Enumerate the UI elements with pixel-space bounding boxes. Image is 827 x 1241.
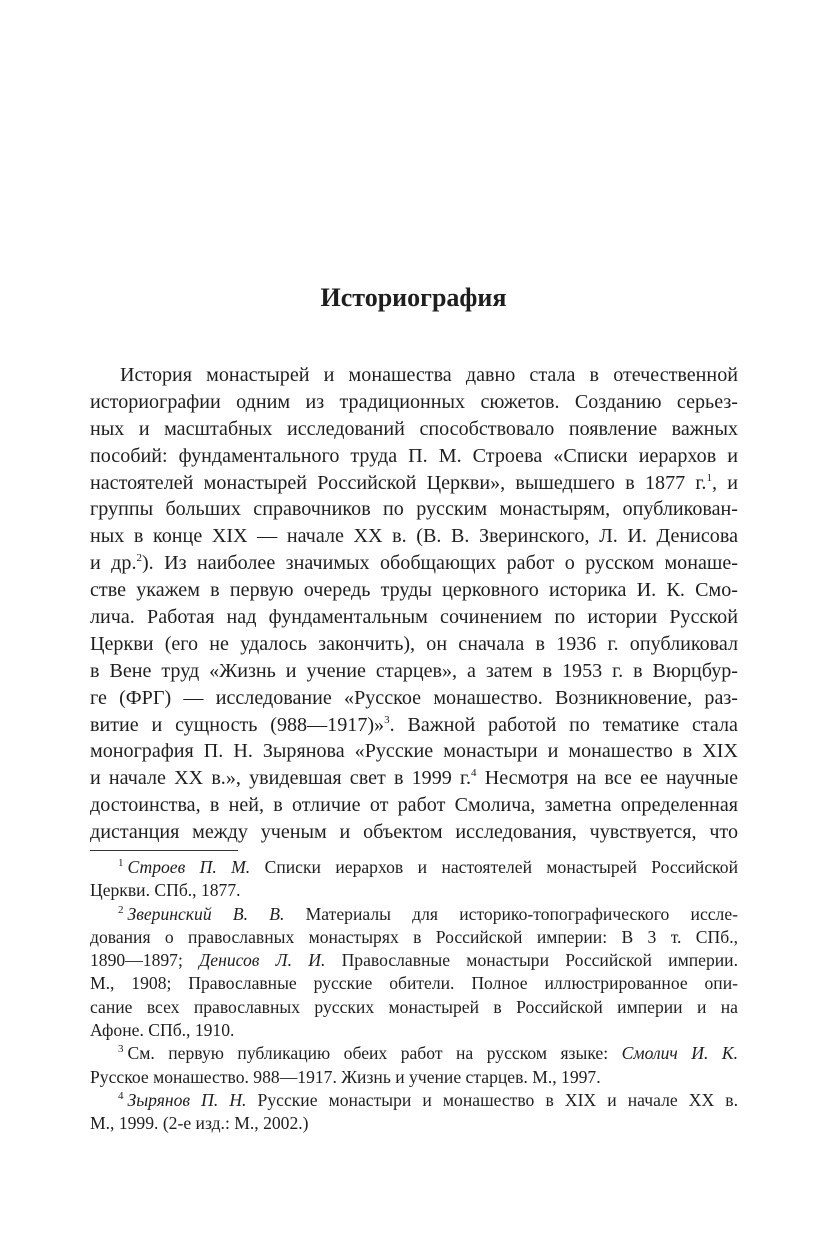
- text-line: Церкви (его не удалось закончить), он сначала в 1936 г. опубликовал: [90, 632, 738, 655]
- text-line: История монастырей и монашества давно стала в отечественной: [120, 364, 738, 386]
- text-line: ных в конце XIX — начале XX в. (В. В. Зверинского, Л. И. Денисова: [90, 525, 738, 548]
- footnote-ref-1[interactable]: 1: [706, 471, 712, 484]
- footnote-line: дования о православных монастырях в Российской империи: В 3 т. СПб.,: [90, 926, 738, 947]
- footnote-ref-4[interactable]: 4: [471, 767, 477, 780]
- text-line: историографии одним из традиционных сюжетов. Созданию серьез-: [90, 390, 738, 413]
- text-line: ных и масштабных исследований способствовало появление важных: [90, 417, 738, 440]
- text-line: ге (ФРГ) — исследование «Русское монашество. Возникновение, раз-: [90, 686, 738, 709]
- footnote-4: $^4$ Зырянов П. Н. Русские монастыри и монашество в XIX и начале XX в.: [118, 1089, 738, 1110]
- main-text: [90, 362, 738, 846]
- footnote-2: $^2$ Зверинский В. В. Материалы для историко-топографического иссле-: [118, 903, 739, 924]
- text-line: пособий: фундаментального труда П. М. Строева «Списки иерархов и: [90, 444, 738, 467]
- text-line: и начале XX в.», увидевшая свет в 1999 г.$^4$ Несмотря на все ее научные: [90, 767, 739, 790]
- footnote-3: $^3$ См. первую публикацию обеих работ на русском языке: Смолич И. К.: [118, 1043, 738, 1064]
- text-line: витие и сущность (988—1917)»$^3$. Важной работой по тематике стала: [90, 713, 738, 736]
- text-line: лича. Работая над фундаментальным сочинением по истории Русской: [90, 606, 738, 629]
- footnote-line: 1890—1897; Денисов Л. И. Православные монастыри Российской империи.: [90, 950, 738, 971]
- text-line: дистанция между ученым и объектом исследования, чувствуется, что: [90, 821, 738, 844]
- text-line: монография П. Н. Зырянова «Русские монастыри и монашество в XIX: [90, 740, 738, 763]
- footnotes: [90, 856, 738, 1136]
- footnote-ref-2[interactable]: 2: [136, 552, 142, 565]
- footnote-1: $^1$ Строев П. М. Списки иерархов и настоятелей монастырей Российской: [118, 857, 738, 877]
- text-line: и др.$^2$). Из наиболее значимых обобщающих работ о русском монаше-: [90, 552, 738, 575]
- page-title: Историография: [320, 283, 507, 312]
- footnote-ref-3[interactable]: 3: [384, 713, 390, 726]
- text-line: группы больших справочников по русским монастырям, опубликован-: [90, 498, 738, 521]
- text-line: стве укажем в первую очередь труды церковного историка И. К. Смо-: [90, 579, 738, 602]
- footnote-line: Церкви. СПб., 1877.: [90, 880, 241, 901]
- text-line: настоятелей монастырей Российской Церкви», вышедшего в 1877 г.$^1$, и: [90, 471, 738, 494]
- footnote-line: М., 1908; Православные русские обители. Полное иллюстрированное опи-: [90, 973, 738, 994]
- footnote-line: сание всех православных русских монастырей в Российской империи и на: [90, 996, 738, 1017]
- footnote-line: М., 1999. (2-е изд.: М., 2002.): [90, 1113, 309, 1134]
- footnote-line: Русское монашество. 988—1917. Жизнь и учение старцев. М., 1997.: [90, 1066, 601, 1087]
- footnote-separator: [90, 850, 238, 851]
- text-line: достоинства, в ней, в отличие от работ Смолича, заметна определенная: [90, 794, 738, 817]
- text-line: в Вене труд «Жизнь и учение старцев», а затем в 1953 г. в Вюрцбур-: [90, 659, 738, 682]
- footnote-line: Афоне. СПб., 1910.: [90, 1020, 235, 1041]
